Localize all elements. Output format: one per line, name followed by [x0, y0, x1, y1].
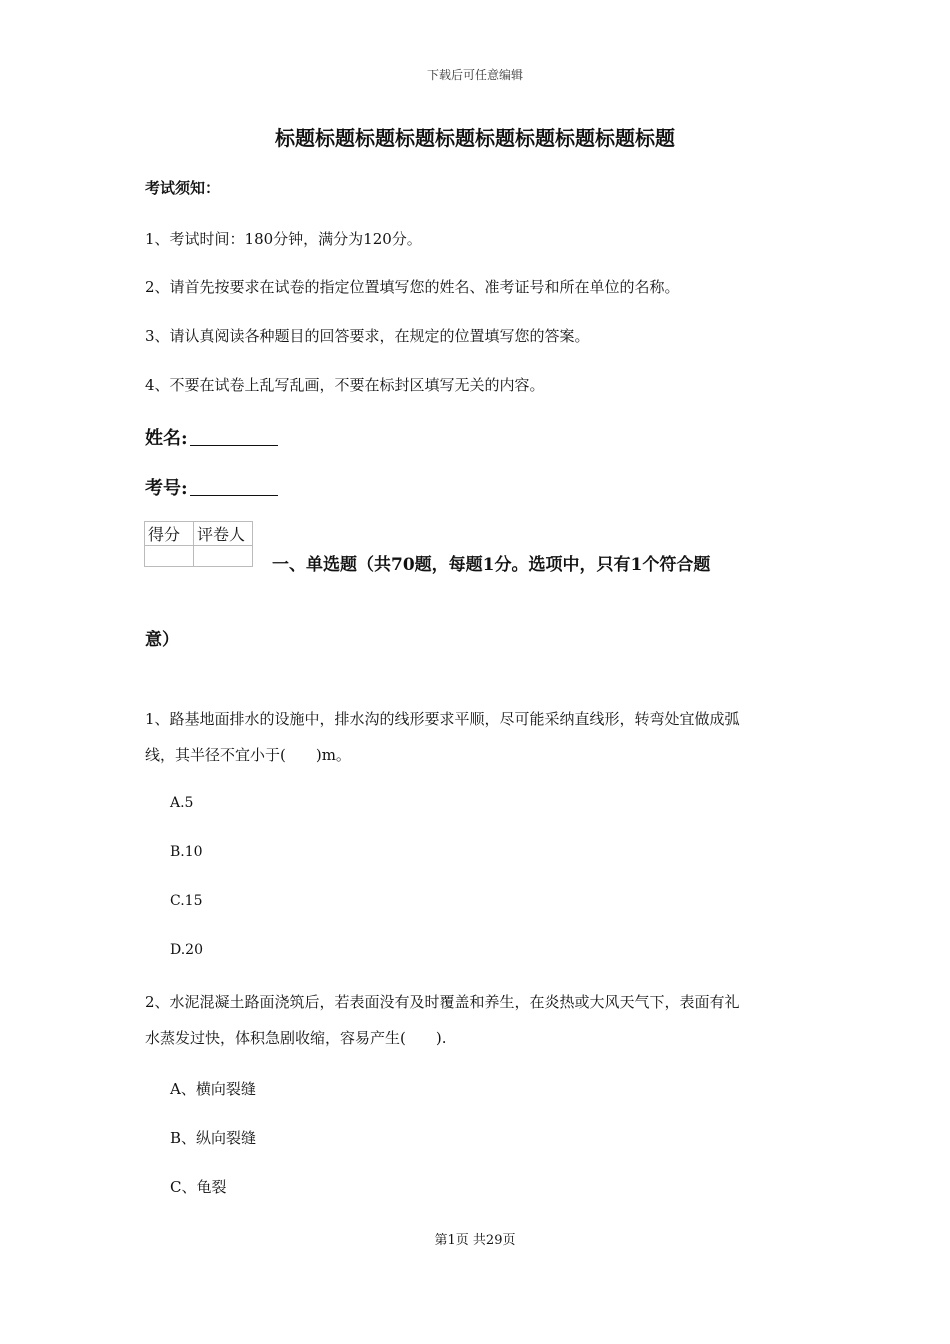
name-label: 姓名: [145, 428, 188, 449]
exam-number-field [145, 474, 278, 500]
notice-item: 3、请认真阅读各种题目的回答要求，在规定的位置填写您的答案。 [145, 327, 590, 345]
grader-cell [194, 546, 253, 567]
score-header: 得分 [145, 522, 194, 546]
header-note: 下载后可任意编辑 [426, 68, 523, 82]
section-title: 一、单选题（共70题，每题1分。选项中，只有1个符合题 [272, 555, 711, 575]
exam-number-label: 考号: [145, 478, 188, 499]
question-2-text-continued: 水蒸发过快，体积急剧收缩，容易产生( ). [145, 1029, 447, 1047]
question-2-option-a: A、横向裂缝 [170, 1080, 256, 1098]
question-2-option-c: C、龟裂 [170, 1178, 227, 1196]
question-2-text: 2、水泥混凝土路面浇筑后，若表面没有及时覆盖和养生，在炎热或大风天气下，表面有礼 [145, 993, 740, 1011]
name-blank-line[interactable] [190, 427, 278, 446]
notice-item: 2、请首先按要求在试卷的指定位置填写您的姓名、准考证号和所在单位的名称。 [145, 278, 680, 296]
exam-number-blank-line[interactable] [190, 477, 278, 496]
question-1-text: 1、路基地面排水的设施中，排水沟的线形要求平顺，尽可能采纳直线形，转弯处宜做成弧 [145, 710, 740, 728]
score-table [144, 521, 253, 567]
section-title-continued: 意） [145, 630, 179, 650]
page-footer: 第1页 共29页 [434, 1233, 516, 1248]
notice-item: 1、考试时间：180分钟，满分为120分。 [145, 230, 422, 248]
question-1-option-c: C.15 [170, 893, 203, 909]
question-1-option-a: A.5 [170, 795, 194, 811]
question-2-option-b: B、纵向裂缝 [170, 1129, 257, 1147]
question-1-option-b: B.10 [170, 844, 203, 860]
question-1-text-continued: 线，其半径不宜小于( )m。 [145, 746, 351, 764]
name-field [145, 424, 278, 450]
document-title: 标题标题标题标题标题标题标题标题标题标题 [275, 126, 675, 150]
score-cell [145, 546, 194, 567]
notice-heading: 考试须知： [145, 179, 221, 197]
question-1-option-d: D.20 [170, 942, 203, 958]
notice-item: 4、不要在试卷上乱写乱画，不要在标封区填写无关的内容。 [145, 376, 545, 394]
grader-header: 评卷人 [194, 522, 253, 546]
